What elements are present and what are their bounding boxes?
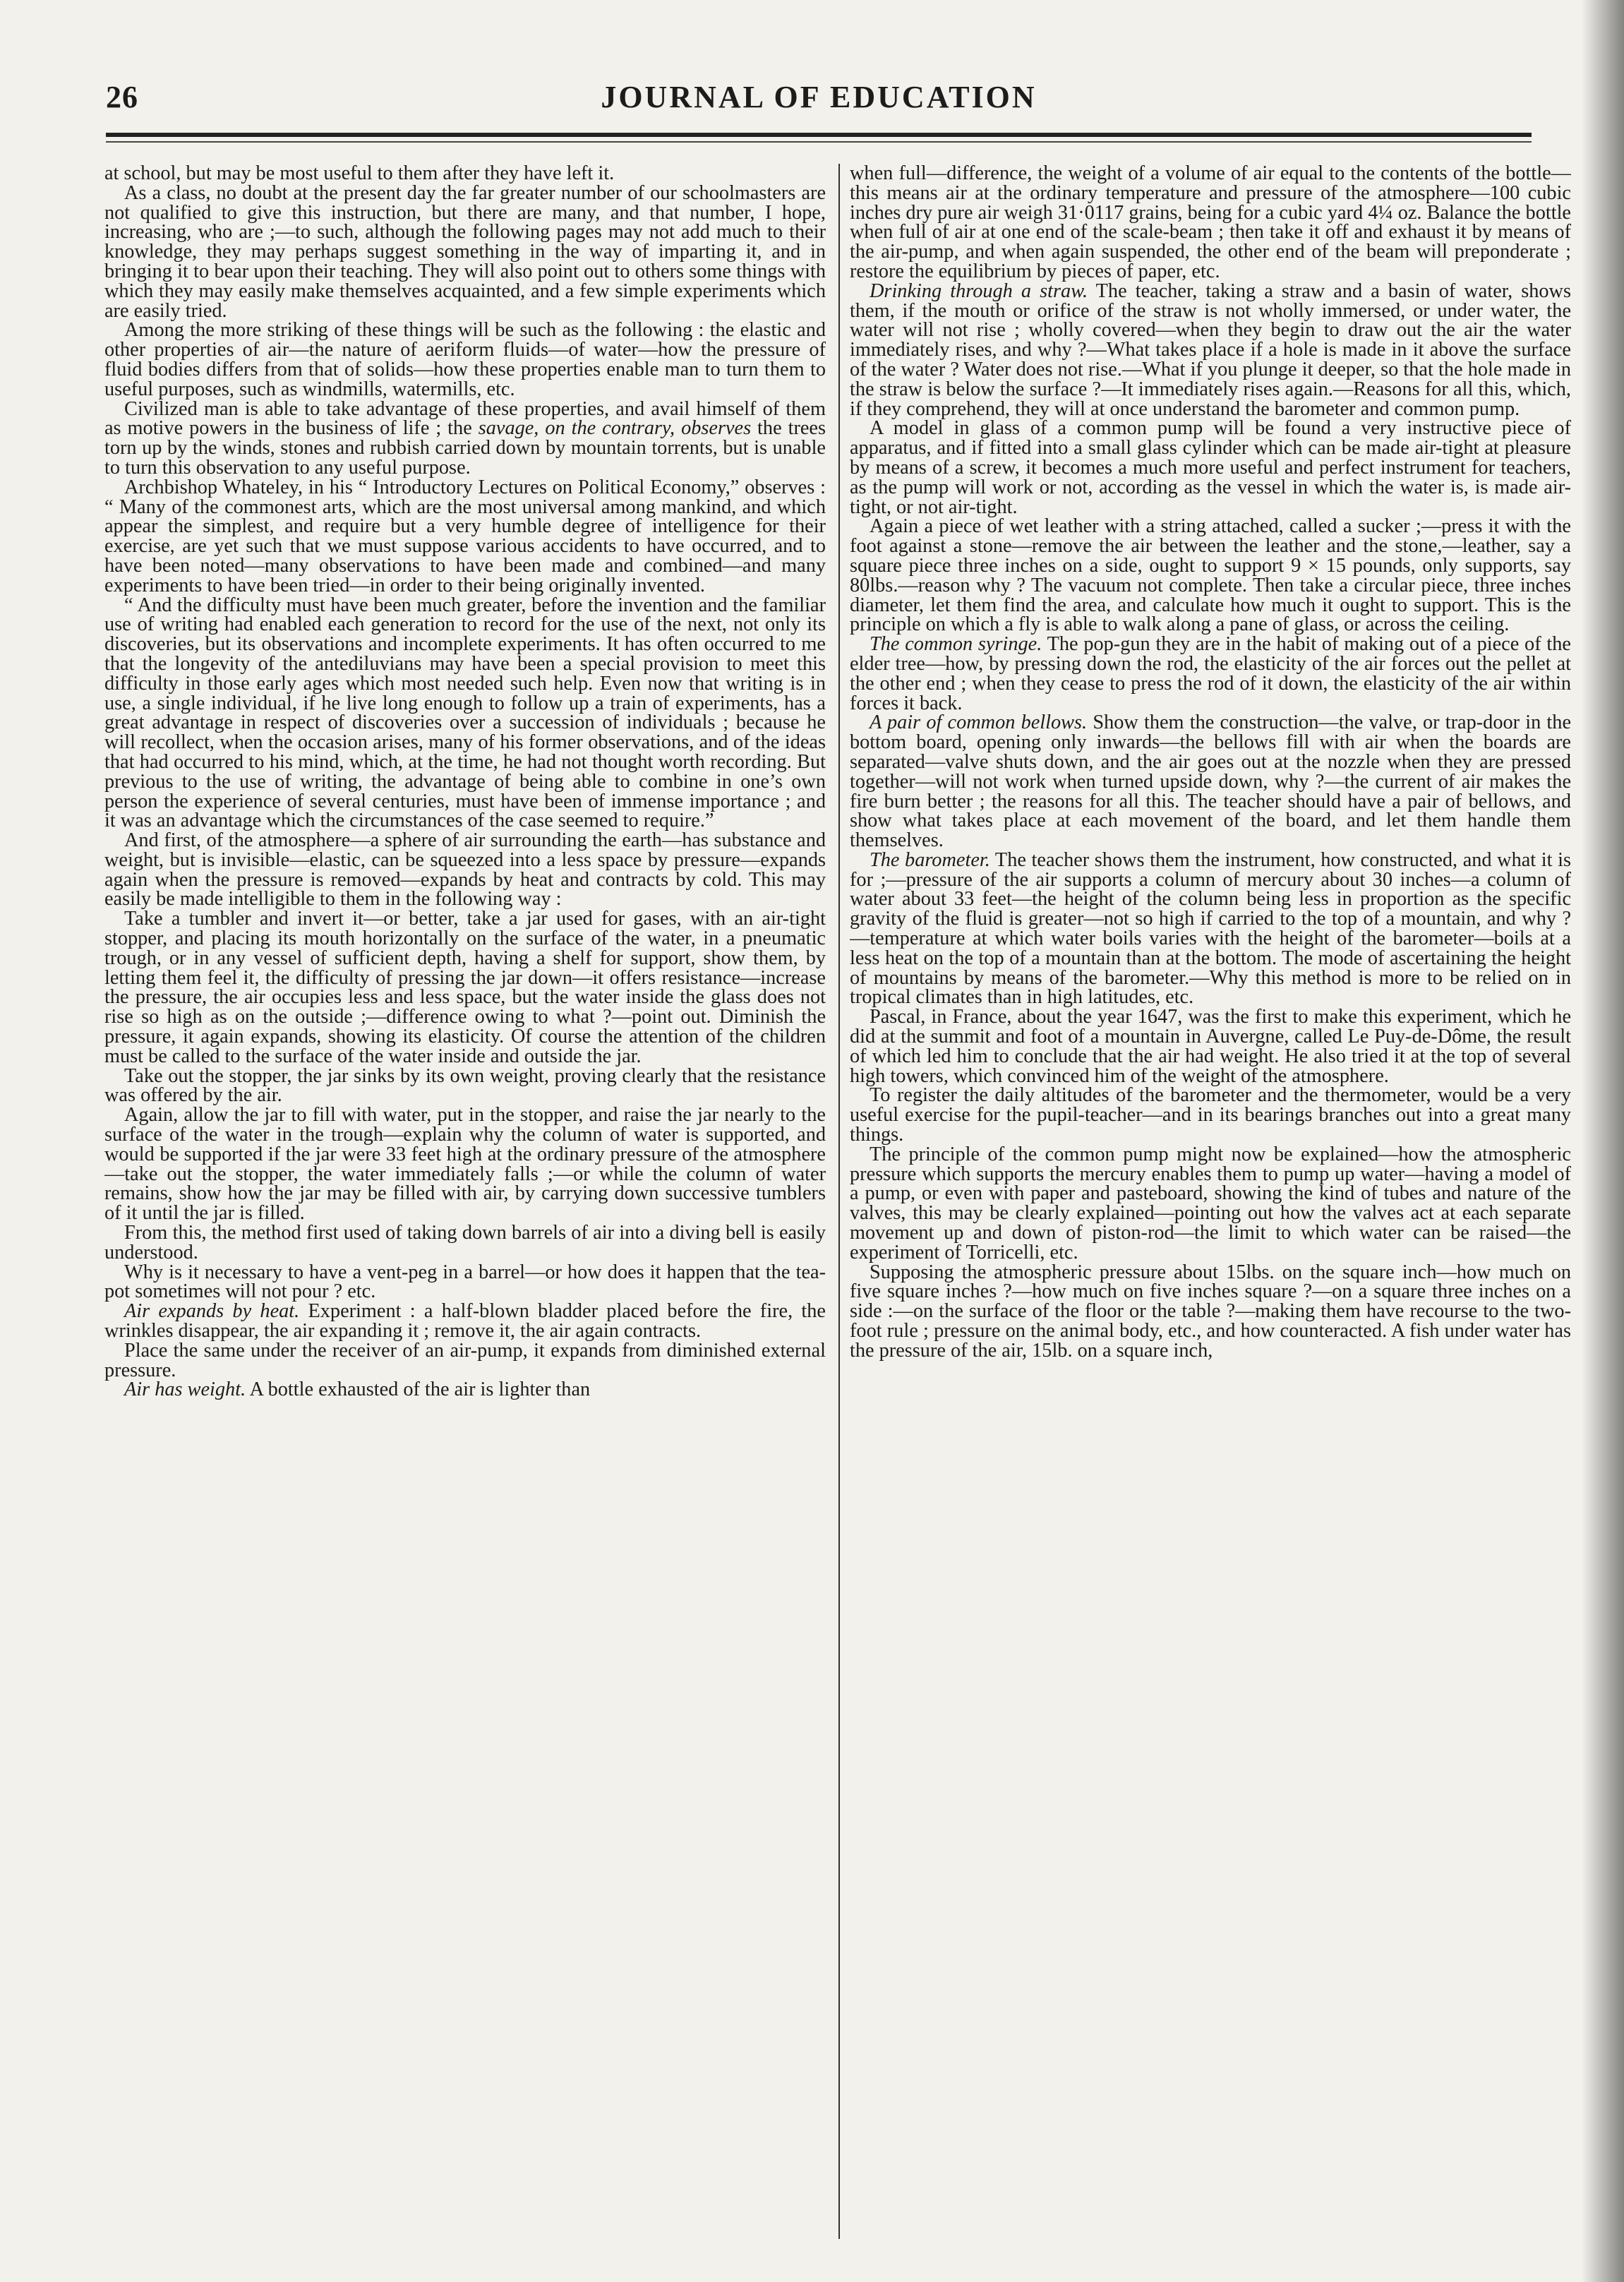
paragraph: The principle of the common pump might now be explained—how the atmospheric pressure which supports the mercury enables them to pump up water—having a model of a pump, or even with paper and pasteboard, showing the kind of tubes and nature of the valves, this may be clearly explained—pointing out how the valves act at each separate movement up and down of piston-rod—the limit to which water can be raised—the experiment of Torricelli, etc. — [850, 1143, 1571, 1263]
paragraph: Again, allow the jar to fill with water, put in the stopper, and raise the jar nearly to the surface of the water in the trough—explain why the column of water is supported, and would be supported if the jar were 33 feet high at the ordinary pressure of the atmosphere—take out the stopper, the water immediately falls ;—or while the column of water remains, show how the jar may be filled with air, by carrying down successive tumblers of it until the jar is filled. — [104, 1104, 826, 1225]
paragraph: Place the same under the receiver of an air-pump, it expands from diminished external pressure. — [104, 1339, 826, 1381]
paragraph: Civilized man is able to take advantage of these properties, and avail himself of them as motive powers in the business of life ; the savage, on the contrary, observes the trees torn up by the winds, stones and rubbish carried down by mountain torrents, but is unable to turn this observation to any useful purpose. — [104, 397, 826, 479]
paragraph: As a class, no doubt at the present day the far greater number of our schoolmasters are not qualified to give this instruction, but there are many, and that number, I hope, increasing, who are ;—to such, although the following pages may not add much to their knowledge, they may perhaps suggest something in the way of imparting it, and in bringing it to bear upon their teaching. They will also point out to others some things with which they may easily make themselves acquainted, and a few simple experiments which are easily tried. — [104, 181, 826, 322]
left-column — [104, 164, 826, 2246]
paragraph: “ And the difficulty must have been much greater, before the invention and the familiar use of writing had enabled each generation to record for the use of the next, not only its discoveries, but its observations and incomplete experiments. It has often occurred to me that the longevity of the antediluvians may have been a special provision to meet this difficulty in those early ages which most needed such help. Even now that writing is in use, a single individual, if he live long enough to follow up a train of experiments, has a great advantage in respect of discoveries over a succession of individuals ; because he will recollect, when the occasion arises, many of his former observations, and of the ideas that had occurred to his mind, which, at the time, he had not thought worth recording. But previous to the use of writing, the advantage of being able to combine in one’s own person the experience of several centuries, must have been of immense importance ; and it was an advantage which the circumstances of the case seemed to require.” — [104, 594, 826, 832]
paragraph: A model in glass of a common pump will be found a very instructive piece of apparatus, and if fitted into a small glass cylinder which can be made air-tight at pleasure by means of a screw, it becomes a much more useful and perfect instrument for teachers, as the pump will work or not, according as the vessel in which the water is, is made air-tight, or not air-tight. — [850, 417, 1571, 518]
page-header — [106, 79, 1532, 121]
paragraph: And first, of the atmosphere—a sphere of air surrounding the earth—has substance and weight, but is invisible—elastic, can be squeezed into a less space by pressure—expands again when the pressure is removed—expands by heat and contracts by cold. This may easily be made intelligible to them in the following way : — [104, 829, 826, 911]
paragraph: Drinking through a straw. The teacher, taking a straw and a basin of water, shows them, if the mouth or orifice of the straw is not wholly immersed, or under water, the water will not rise ; wholly covered—when they begin to draw out the air the water immediately rises, and why ?—What takes place if a hole is made in it above the surface of the water ? Water does not rise.—What if you plunge it deeper, so that the hole made in the straw is below the surface ?—It immediately rises again.—Reasons for all this, which, if they comprehend, they will at once understand the barometer and common pump. — [850, 280, 1571, 420]
paragraph: when full—difference, the weight of a volume of air equal to the contents of the bottle—this means air at the ordinary temperature and pressure of the atmosphere—100 cubic inches dry pure air weigh 31·0117 grains, being for a cubic yard 4¼ oz. Balance the bottle when full of air at one end of the scale-beam ; then take it off and exhaust it by means of the air-pump, and when again suspended, the other end of the beam will preponderate ; restore the equilibrium by pieces of paper, etc. — [850, 164, 1571, 282]
header-rule — [106, 133, 1532, 137]
paragraph: Pascal, in France, about the year 1647, was the first to make this experiment, which he did at the summit and foot of a mountain in Auvergne, called Le Puy-de-Dôme, the result of which led him to conclude that the air had weight. He also tried it at the top of several high towers, which convinced him of the weight of the atmosphere. — [850, 1006, 1571, 1087]
paragraph: Why is it necessary to have a vent-peg in a barrel—or how does it happen that the tea-pot sometimes will not pour ? etc. — [104, 1261, 826, 1303]
paragraph: Supposing the atmospheric pressure about 15lbs. on the square inch—how much on five square inches ?—how much on five inches square ?—on a square three inches on a side :—on the surface of the floor or the table ?—making them have recourse to the two-foot rule ; pressure on the animal body, etc., and how counteracted. A fish under water has the pressure of the air, 15lb. on a square inch, — [850, 1261, 1571, 1362]
running-head: JOURNAL OF EDUCATION — [601, 80, 1037, 114]
paragraph: To register the daily altitudes of the barometer and the thermometer, would be a very useful exercise for the pupil-teacher—and in its bearings branches out into a great many things. — [850, 1084, 1571, 1146]
paragraph: The common syringe. The pop-gun they are in the habit of making out of a piece of the elder tree—how, by pressing down the rod, the elasticity of the air forces out the pellet at the other end ; when they cease to press the rod of it down, the elasticity of the air within forces it back. — [850, 633, 1571, 714]
paragraph: Among the more striking of these things will be such as the following : the elastic and other properties of air—the nature of aeriform fluids—of water—how the pressure of fluid bodies differs from that of solids—how these properties enable man to turn them to useful purposes, such as windmills, watermills, etc. — [104, 319, 826, 400]
paragraph: Take a tumbler and invert it—or better, take a jar used for gases, with an air-tight stopper, and placing its mouth horizontally on the surface of the water, in a pneumatic trough, or in any vessel of sufficient depth, having a shelf for support, show them, by letting them feel it, the difficulty of pressing the jar down—it offers resistance—increase the pressure, the air occupies less and less space, but the water inside the glass does not rise so high as on the outside ;—difference owing to what ?—point out. Diminish the pressure, it again expands, showing its elasticity. Of course the attention of the children must be called to the surface of the water inside and outside the jar. — [104, 908, 826, 1067]
paragraph: at school, but may be most useful to them after they have left it. — [104, 164, 615, 184]
paragraph: Air has weight. A bottle exhausted of the air is lighter than — [124, 1379, 591, 1401]
paragraph: The barometer. The teacher shows them the instrument, how constructed, and what it is for ;—pressure of the air supports a column of mercury about 30 inches—a column of water about 33 feet—the height of the column being less in proportion as the specific gravity of the fluid is greater—not so high if carried to the top of a mountain, and why ?—temperature at which water boils varies with the height of the barometer—boils at a less heat on the top of a mountain than at the bottom. The mode of ascertaining the height of mountains by means of the barometer.—Why this method is more to be relied on in tropical climates than in high latitudes, etc. — [850, 848, 1571, 1009]
column-divider — [838, 164, 840, 2239]
header-rule-thin — [106, 141, 1532, 143]
paragraph: Archbishop Whateley, in his “ Introductory Lectures on Political Economy,” observes : “ Many of the commonest arts, which are the most universal among mankind, and which appear the simplest, and require but a very humble degree of intelligence for their exercise, are yet such that we must suppose various accidents to have occurred, and to have been noted—many observations to have been made and combined—and many experiments to have been tried—in order to their being originally invented. — [104, 476, 826, 596]
paragraph: From this, the method first used of taking down barrels of air into a diving bell is easily understood. — [104, 1222, 826, 1263]
page-number: 26 — [106, 80, 138, 114]
paragraph: Again a piece of wet leather with a string attached, called a sucker ;—press it with the foot against a stone—remove the air between the leather and the stone,—leather, say a square piece three inches on a side, ought to support 9 × 15 pounds, only supports, say 80lbs.—reason why ? The vacuum not complete. Then take a circular piece, three inches diameter, let them find the area, and calculate how much it ought to support. This is the principle on which a fly is able to walk along a pane of glass, or across the ceiling. — [850, 515, 1571, 636]
paragraph: A pair of common bellows. Show them the construction—the valve, or trap-door in the bottom board, opening only inwards—the bellows fill with air when the boards are separated—valve shuts down, and the air goes out at the nozzle when they are pressed together—will not work when turned upside down, why ?—the current of air makes the fire burn better ; the reasons for all this. The teacher should have a pair of bellows, and show what takes place at each movement of the board, and let them handle them themselves. — [850, 711, 1571, 852]
page-edge-shadow — [1582, 0, 1624, 2282]
paragraph: Take out the stopper, the jar sinks by its own weight, proving clearly that the resistance was offered by the air. — [104, 1064, 826, 1107]
right-column — [850, 164, 1571, 2246]
paragraph: Air expands by heat. Experiment : a half-blown bladder placed before the fire, the wrinkles disappear, the air expanding it ; remove it, the air again contracts. — [104, 1300, 826, 1343]
